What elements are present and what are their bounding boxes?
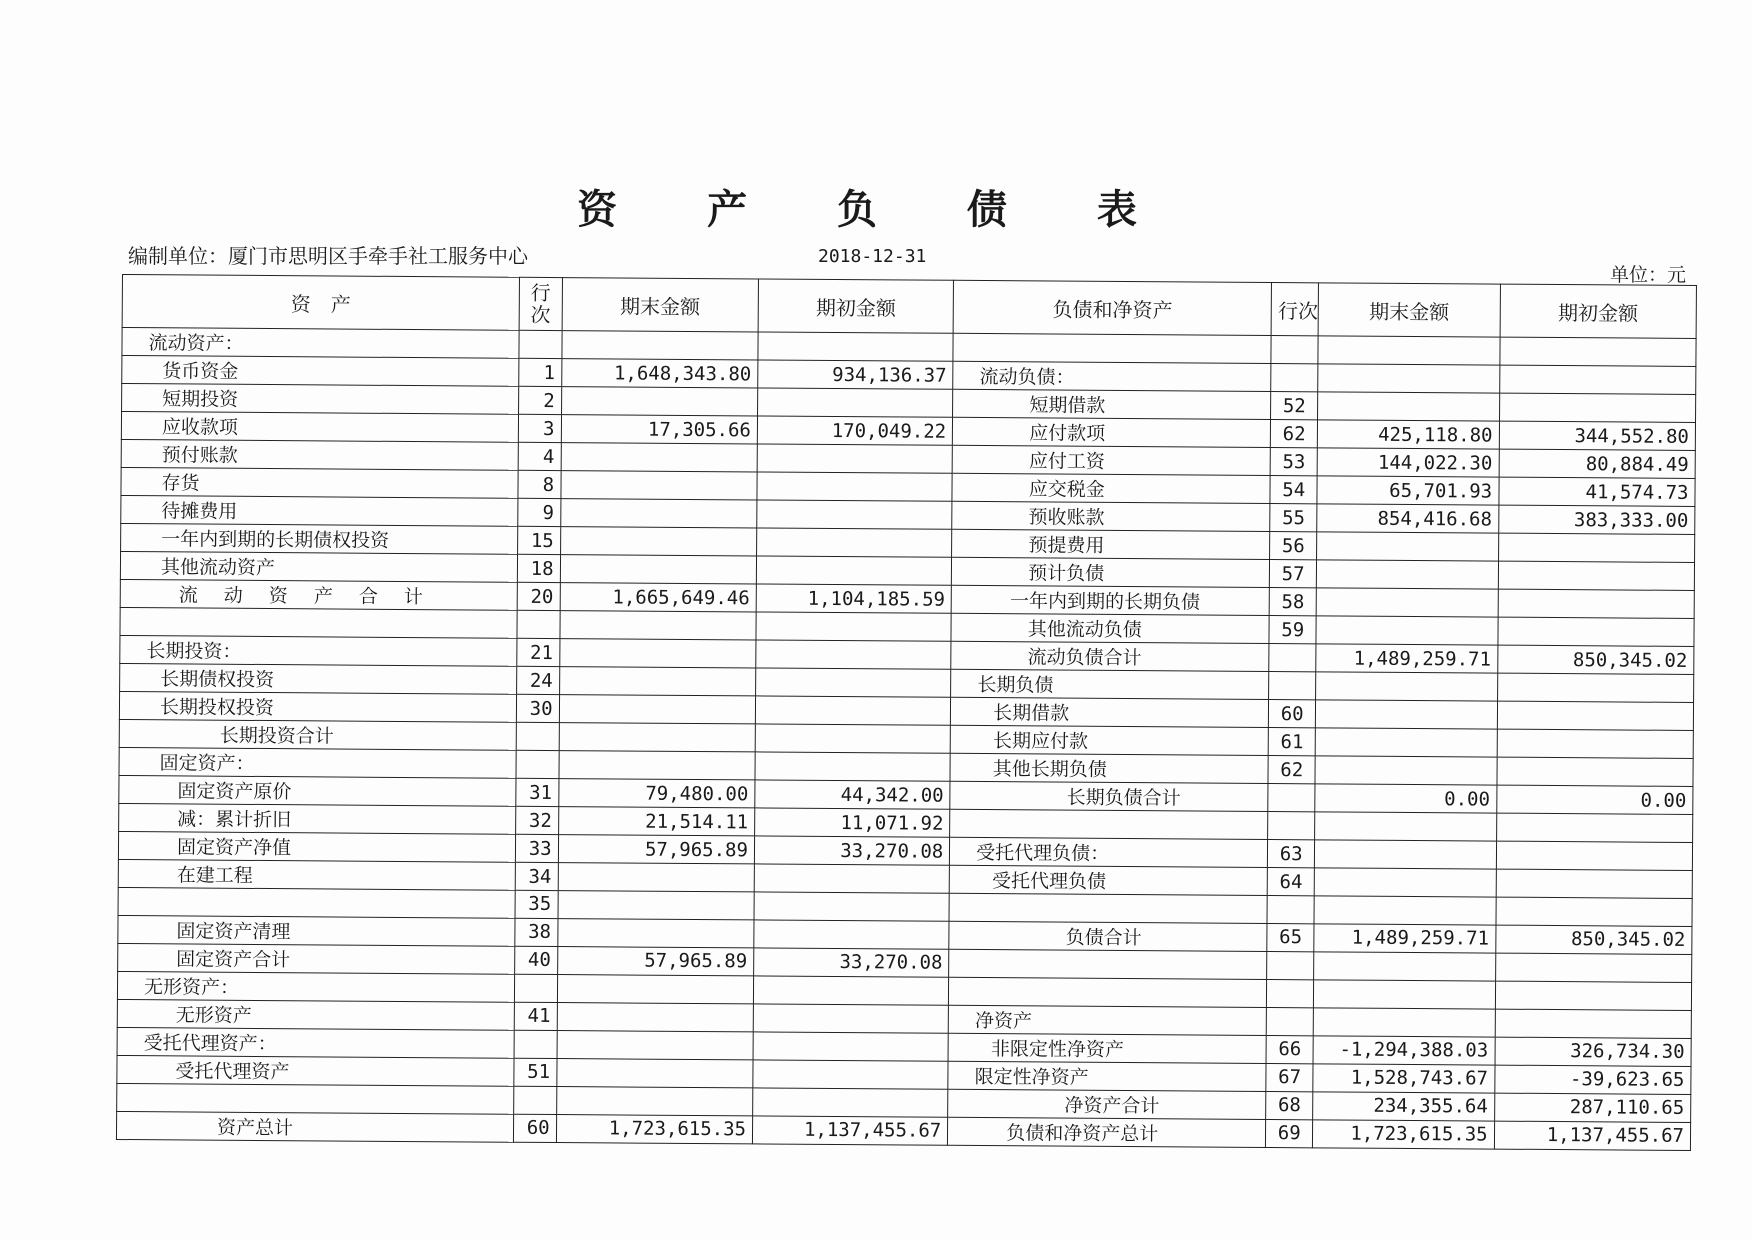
liability-line-no: 58 [1269, 588, 1316, 616]
col-line-no [519, 277, 562, 330]
asset-begin-amount: 44,342.00 [755, 780, 950, 809]
liability-item [949, 893, 1267, 923]
col-line-no-2: 行次 [1271, 283, 1318, 336]
asset-end-amount [559, 751, 756, 780]
liability-begin-amount: 80,884.49 [1499, 449, 1696, 478]
asset-line-no: 3 [518, 414, 561, 442]
asset-end-amount [560, 527, 757, 556]
liability-end-amount [1317, 560, 1499, 589]
col-end-amount: 期末金额 [562, 278, 759, 332]
col-line-no-bottom: 次 [530, 302, 551, 327]
liability-end-amount: 1,489,259.71 [1316, 644, 1498, 673]
asset-item: 固定资产合计 [118, 943, 515, 974]
asset-item: 固定资产清理 [118, 915, 515, 946]
liability-item: 其他流动负债 [951, 613, 1269, 643]
asset-begin-amount: 1,104,185.59 [756, 584, 951, 613]
liability-end-amount: 234,355.64 [1313, 1091, 1495, 1120]
liability-end-amount: 65,701.93 [1317, 476, 1499, 505]
liability-item: 长期应付款 [950, 725, 1268, 755]
liability-begin-amount [1499, 393, 1696, 422]
asset-begin-amount: 33,270.08 [754, 836, 949, 865]
liability-begin-amount [1497, 757, 1694, 786]
liability-begin-amount: 344,552.80 [1499, 421, 1696, 450]
asset-end-amount [556, 1086, 753, 1115]
asset-begin-amount [754, 864, 949, 893]
asset-end-amount [558, 891, 755, 920]
asset-begin-amount [753, 1004, 948, 1033]
col-line-no-top: 行 [530, 280, 551, 305]
liability-begin-amount: 287,110.65 [1494, 1093, 1691, 1122]
liability-begin-amount [1497, 673, 1694, 702]
liability-end-amount [1316, 588, 1498, 617]
asset-line-no: 35 [515, 890, 558, 918]
liability-item: 非限定性净资产 [948, 1033, 1266, 1063]
asset-begin-amount [756, 668, 951, 697]
asset-end-amount [559, 667, 756, 696]
asset-begin-amount [755, 724, 950, 753]
asset-item: 预付账款 [121, 439, 518, 470]
liability-end-amount [1318, 392, 1500, 421]
asset-end-amount: 17,305.66 [561, 415, 758, 444]
liability-begin-amount: 850,345.02 [1495, 925, 1692, 954]
liability-begin-amount [1496, 813, 1693, 842]
liability-item: 应付工资 [952, 445, 1270, 475]
asset-begin-amount [756, 612, 951, 641]
asset-line-no: 4 [518, 442, 561, 470]
liability-end-amount: 1,723,615.35 [1313, 1119, 1495, 1148]
asset-end-amount [559, 639, 756, 668]
asset-begin-amount [756, 640, 951, 669]
liability-end-amount: -1,294,388.03 [1313, 1035, 1495, 1064]
col-end-amount-2: 期末金额 [1318, 283, 1500, 337]
liability-end-amount [1313, 1007, 1495, 1036]
asset-line-no [517, 610, 560, 638]
liability-item: 受托代理负债 [949, 865, 1267, 895]
liability-begin-amount: 383,333.00 [1498, 505, 1695, 534]
asset-line-no: 1 [519, 358, 562, 386]
liability-item [949, 949, 1267, 979]
asset-item: 长期债权投资 [120, 663, 517, 694]
asset-line-no: 24 [517, 666, 560, 694]
asset-end-amount: 57,965.89 [558, 835, 755, 864]
asset-item: 减：累计折旧 [119, 803, 516, 834]
liability-item [950, 809, 1268, 839]
liability-end-amount [1314, 868, 1496, 897]
asset-begin-amount [755, 752, 950, 781]
liability-line-no [1267, 979, 1314, 1007]
asset-end-amount [557, 918, 754, 947]
liability-line-no: 59 [1269, 616, 1316, 644]
asset-begin-amount: 11,071.92 [755, 808, 950, 837]
balance-sheet-table [116, 274, 1697, 1151]
liability-line-no: 52 [1271, 392, 1318, 420]
liability-end-amount: 425,118.80 [1318, 420, 1500, 449]
asset-line-no: 41 [514, 1002, 557, 1030]
liability-end-amount [1316, 672, 1498, 701]
liability-begin-amount [1499, 365, 1696, 394]
liability-line-no: 65 [1267, 923, 1314, 951]
asset-item: 固定资产： [119, 747, 516, 778]
asset-item: 在建工程 [118, 859, 515, 890]
liability-item [953, 333, 1271, 363]
liability-line-no: 57 [1270, 560, 1317, 588]
liability-item: 负债和净资产总计 [948, 1117, 1266, 1147]
liability-begin-amount [1498, 561, 1695, 590]
report-title: 资 产 负 债 表 [577, 186, 1175, 233]
liability-end-amount [1314, 979, 1496, 1008]
asset-item: 货币资金 [122, 356, 519, 387]
asset-begin-amount [758, 332, 953, 361]
asset-item [118, 887, 515, 917]
asset-line-no: 15 [518, 526, 561, 554]
liability-line-no [1268, 784, 1315, 812]
asset-line-no: 2 [518, 386, 561, 414]
asset-item: 长期投资： [120, 635, 517, 666]
organization-label: 编制单位：厦门市思明区手牵手社工服务中心 [128, 244, 528, 268]
liability-end-amount [1317, 532, 1499, 561]
liability-begin-amount [1497, 701, 1694, 730]
liability-begin-amount [1498, 617, 1695, 646]
liability-line-no [1267, 896, 1314, 924]
liability-line-no [1271, 364, 1318, 392]
asset-begin-amount [753, 1088, 948, 1117]
asset-end-amount [559, 723, 756, 752]
asset-line-no [519, 330, 562, 358]
asset-end-amount: 21,514.11 [558, 807, 755, 836]
asset-line-no: 34 [515, 862, 558, 890]
asset-end-amount [561, 443, 758, 472]
asset-item: 待摊费用 [121, 495, 518, 526]
liability-begin-amount [1496, 841, 1693, 870]
asset-item: 流动资产： [122, 328, 519, 359]
liability-end-amount [1315, 728, 1497, 757]
asset-begin-amount [757, 444, 952, 473]
asset-line-no [514, 1086, 557, 1114]
asset-line-no: 32 [516, 806, 559, 834]
liability-item: 其他长期负债 [950, 753, 1268, 783]
asset-begin-amount [754, 920, 949, 949]
liability-begin-amount [1496, 869, 1693, 898]
asset-begin-amount [756, 556, 951, 585]
asset-begin-amount: 934,136.37 [758, 360, 953, 389]
asset-end-amount: 79,480.00 [558, 779, 755, 808]
asset-item: 无形资产 [117, 999, 514, 1030]
liability-line-no: 69 [1266, 1119, 1313, 1147]
col-asset: 资 产 [122, 275, 519, 331]
asset-end-amount [560, 555, 757, 584]
asset-item: 存货 [121, 467, 518, 498]
liability-line-no: 62 [1271, 420, 1318, 448]
liability-begin-amount: 1,137,455.67 [1494, 1121, 1691, 1150]
liability-end-amount: 1,489,259.71 [1314, 923, 1496, 952]
asset-begin-amount [753, 1060, 948, 1089]
liability-item: 短期借款 [953, 389, 1271, 419]
liability-end-amount [1314, 951, 1496, 980]
asset-line-no: 20 [517, 582, 560, 610]
asset-item: 其他流动资产 [120, 551, 517, 582]
liability-begin-amount [1498, 589, 1695, 618]
liability-begin-amount [1498, 533, 1695, 562]
asset-line-no: 9 [518, 498, 561, 526]
liability-item: 一年内到期的长期负债 [951, 585, 1269, 615]
liability-item: 长期负债 [951, 669, 1269, 699]
liability-line-no [1269, 672, 1316, 700]
asset-begin-amount [757, 388, 952, 417]
asset-line-no: 33 [515, 834, 558, 862]
liability-end-amount [1318, 336, 1500, 365]
asset-line-no [516, 750, 559, 778]
liability-line-no [1267, 951, 1314, 979]
liability-begin-amount [1495, 1009, 1692, 1038]
liability-item: 预收账款 [952, 501, 1270, 531]
liability-item: 应交税金 [952, 473, 1270, 503]
liability-end-amount [1315, 756, 1497, 785]
asset-end-amount [557, 1002, 754, 1031]
asset-item: 受托代理资产： [117, 1027, 514, 1058]
liability-end-amount [1314, 896, 1496, 925]
currency-unit: 单位：元 [1610, 264, 1687, 286]
asset-begin-amount: 1,137,455.67 [752, 1116, 947, 1145]
asset-line-no: 40 [515, 946, 558, 974]
liability-begin-amount [1495, 981, 1692, 1010]
liability-item: 长期负债合计 [950, 781, 1268, 811]
report-date: 2018-12-31 [818, 246, 927, 267]
liability-item: 限定性净资产 [948, 1061, 1266, 1091]
liability-begin-amount: 850,345.02 [1497, 645, 1694, 674]
liability-end-amount [1316, 616, 1498, 645]
asset-end-amount [561, 471, 758, 500]
asset-line-no: 21 [517, 638, 560, 666]
asset-begin-amount [755, 696, 950, 725]
asset-line-no: 51 [514, 1058, 557, 1086]
liability-end-amount: 144,022.30 [1317, 448, 1499, 477]
liability-line-no [1271, 336, 1318, 364]
asset-line-no: 31 [516, 778, 559, 806]
liability-end-amount [1315, 840, 1497, 869]
liability-item: 流动负债合计 [951, 641, 1269, 671]
asset-line-no: 8 [518, 470, 561, 498]
liability-end-amount: 0.00 [1315, 784, 1497, 813]
liability-line-no [1266, 1007, 1313, 1035]
liability-item: 长期借款 [951, 697, 1269, 727]
asset-end-amount [560, 611, 757, 640]
asset-end-amount [562, 331, 759, 360]
asset-end-amount [556, 1058, 753, 1087]
liability-begin-amount [1500, 337, 1697, 366]
asset-line-no: 30 [516, 694, 559, 722]
liability-item: 净资产合计 [948, 1089, 1266, 1119]
asset-item: 应收款项 [121, 412, 518, 443]
liability-begin-amount: 41,574.73 [1499, 477, 1696, 506]
liability-line-no [1269, 644, 1316, 672]
asset-item: 长期投权投资 [119, 691, 516, 722]
asset-begin-amount: 170,049.22 [757, 416, 952, 445]
liability-begin-amount: 326,734.30 [1495, 1037, 1692, 1066]
liability-line-no: 67 [1266, 1063, 1313, 1091]
asset-item [120, 607, 517, 638]
asset-line-no: 18 [517, 554, 560, 582]
asset-begin-amount [754, 892, 949, 921]
asset-end-amount [561, 387, 758, 416]
liability-line-no: 54 [1270, 476, 1317, 504]
col-liability: 负债和净资产 [953, 280, 1271, 335]
liability-begin-amount: -39,623.65 [1494, 1065, 1691, 1094]
asset-end-amount [560, 499, 757, 528]
liability-line-no: 63 [1268, 840, 1315, 868]
col-begin-amount-2: 期初金额 [1500, 284, 1697, 338]
col-begin-amount: 期初金额 [758, 279, 954, 333]
asset-end-amount [557, 974, 754, 1003]
liability-item: 流动负债： [953, 361, 1271, 391]
asset-begin-amount: 33,270.08 [754, 948, 949, 977]
asset-line-no [514, 974, 557, 1002]
asset-begin-amount [753, 976, 948, 1005]
liability-item [949, 977, 1267, 1007]
asset-begin-amount [753, 1032, 948, 1061]
liability-item: 负债合计 [949, 921, 1267, 951]
asset-end-amount: 1,723,615.35 [556, 1114, 753, 1143]
liability-end-amount [1318, 364, 1500, 393]
liability-begin-amount: 0.00 [1496, 785, 1693, 814]
liability-line-no: 64 [1267, 868, 1314, 896]
asset-item: 长期投资合计 [119, 719, 516, 750]
asset-item: 无形资产： [117, 971, 514, 1002]
liability-begin-amount [1497, 729, 1694, 758]
liability-line-no: 60 [1269, 700, 1316, 728]
asset-end-amount [557, 1030, 754, 1059]
liability-item: 预计负债 [952, 557, 1270, 587]
asset-end-amount: 1,665,649.46 [560, 583, 757, 612]
liability-end-amount [1315, 812, 1497, 841]
asset-line-no: 60 [513, 1114, 556, 1142]
asset-item: 一年内到期的长期债权投资 [121, 523, 518, 554]
liability-line-no: 61 [1268, 728, 1315, 756]
liability-end-amount [1316, 700, 1498, 729]
asset-item: 固定资产原价 [119, 775, 516, 806]
asset-end-amount: 57,965.89 [557, 946, 754, 975]
asset-end-amount [559, 695, 756, 724]
liability-item: 净资产 [948, 1005, 1266, 1035]
liability-line-no: 53 [1270, 448, 1317, 476]
asset-begin-amount [757, 528, 952, 557]
asset-item: 资产总计 [116, 1111, 513, 1142]
asset-item: 受托代理资产 [117, 1055, 514, 1086]
liability-line-no: 55 [1270, 504, 1317, 532]
asset-begin-amount [757, 500, 952, 529]
asset-item: 短期投资 [122, 384, 519, 415]
asset-line-no [516, 722, 559, 750]
asset-line-no: 38 [515, 918, 558, 946]
liability-item: 应付款项 [953, 417, 1271, 447]
asset-item: 流 动 资 产 合 计 [120, 579, 517, 610]
liability-end-amount: 854,416.68 [1317, 504, 1499, 533]
liability-line-no [1268, 812, 1315, 840]
liability-item: 受托代理负债： [950, 837, 1268, 867]
asset-end-amount [558, 863, 755, 892]
asset-item: 固定资产净值 [118, 831, 515, 862]
liability-line-no: 56 [1270, 532, 1317, 560]
liability-begin-amount [1495, 953, 1692, 982]
asset-item [117, 1083, 514, 1114]
asset-end-amount: 1,648,343.80 [561, 359, 758, 388]
asset-begin-amount [757, 472, 952, 501]
asset-line-no [514, 1030, 557, 1058]
liability-line-no: 68 [1266, 1091, 1313, 1119]
liability-line-no: 62 [1268, 756, 1315, 784]
liability-end-amount: 1,528,743.67 [1313, 1063, 1495, 1092]
liability-line-no: 66 [1266, 1035, 1313, 1063]
liability-begin-amount [1496, 897, 1693, 926]
liability-item: 预提费用 [952, 529, 1270, 559]
